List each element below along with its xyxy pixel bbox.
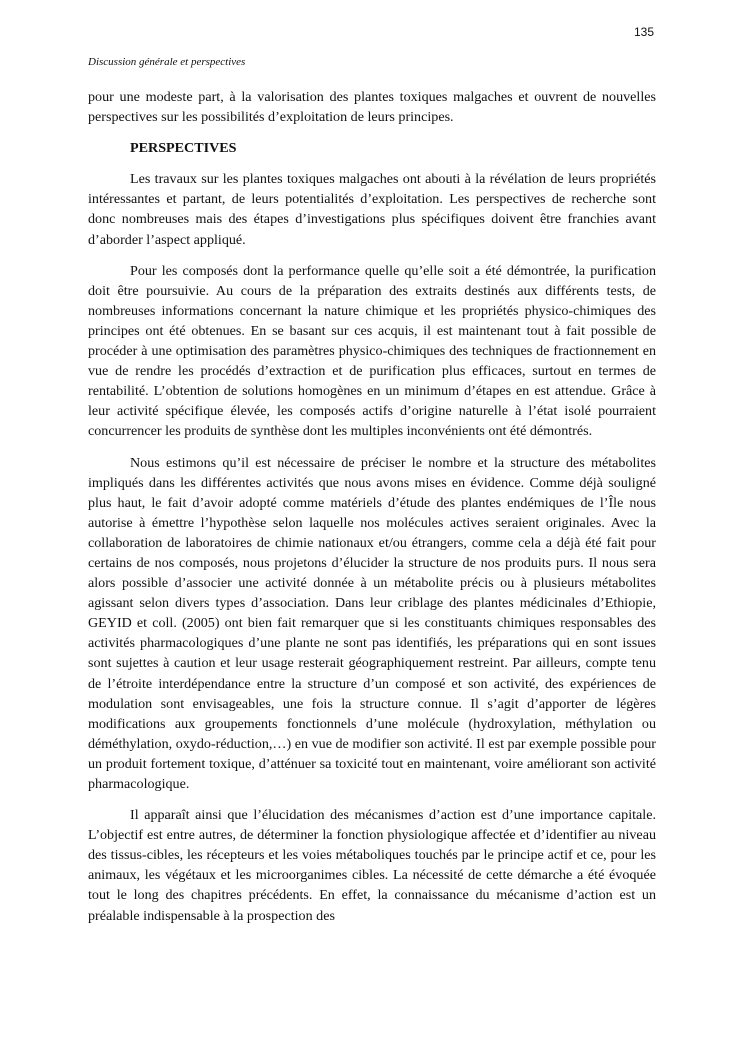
running-header: Discussion générale et perspectives — [88, 56, 246, 68]
section-heading: PERSPECTIVES — [130, 140, 237, 157]
paragraph-1: Les travaux sur les plantes toxiques malgaches ont abouti à la révélation de leurs propriétés intéressantes et partant, de leurs potentialités d’exploitation. Les perspectives de recherche sont donc nombreuses mais des étapes d’investigations plus spécifiques doivent être franchies avant d’aborder l’aspect appliqué. — [88, 171, 656, 248]
paragraph-2: Pour les composés dont la performance quelle qu’elle soit a été démontrée, la purification doit être poursuivie. Au cours de la préparation des extraits destinés aux différents tests, de nombreuses informations concernant la nature chimique et les propriétés physico-chimiques des principes ont été obtenues. En se basant sur ces acquis, il est maintenant tout à fait possible de procéder à une optimisation des paramètres physico-chimiques des techniques de fractionnement en vue de rendre les procédés d’extraction et de purification plus efficaces, surtout en termes de rentabilité. L’obtention de solutions homogènes en un minimum d’étapes en est attendue. Grâce à leur activité spécifique élevée, les composés actifs d’origine naturelle à l’état isolé pourraient concurrencer les produits de synthèse dont les multiples inconvénients ont été démontrés. — [88, 262, 656, 440]
paragraph-3: Nous estimons qu’il est nécessaire de préciser le nombre et la structure des métabolites impliqués dans les différentes activités que nous avons mises en évidence. Comme déjà souligné plus haut, le fait d’avoir adopté comme matériels d’étude des plantes endémiques de l’Île nous autorise à émettre l’hypothèse selon laquelle nos molécules actives seraient originales. Avec la collaboration de laboratoires de chimie nationaux et/ou étrangers, comme cela a déjà été fait pour certains de nos composés, nous projetons d’élucider la structure de nos produits purs. Il nous sera alors possible d’associer une activité donnée à un métabolite précis ou à plusieurs métabolites agissant selon divers types d’association. Dans leur criblage des plantes médicinales d’Ethiopie, GEYID et coll. (2005) ont bien fait remarquer que si les constituants chimiques responsables des activités pharmacologiques d’une plante ne sont pas identifiés, les préparations qui en sont issues sont sujettes à caution et leur usage resterait géographiquement restreint. Par ailleurs, compte tenu de l’étroite interdépendance entre la structure d’un composé et son activité, des expériences de modulation sont envisageables, une fois la structure connue. Il s’agit d’apporter de légères modifications aux groupements fonctionnels d’une molécule (hydroxylation, méthylation ou déméthylation, oxydo-réduction,…) en vue de modifier son activité. Il est par exemple possible pour un produit fortement toxique, d’atténuer sa toxicité tout en maintenant, voire améliorant son activité pharmacologique. — [88, 454, 656, 792]
document-body — [88, 87, 656, 926]
paragraph-4: Il apparaît ainsi que l’élucidation des mécanismes d’action est d’une importance capitale. L’objectif est entre autres, de déterminer la fonction physiologique affectée et d’identifier au niveau des tissus-cibles, les récepteurs et les voies métaboliques touchés par le principe actif et ce, pour les animaux, les végétaux et les microorganimes cibles. La nécessité de cette démarche a été évoquée tout le long des chapitres précédents. En effet, la connaissance du mécanisme d’action est un préalable indispensable à la prospection des — [88, 807, 656, 924]
opening-paragraph: pour une modeste part, à la valorisation des plantes toxiques malgaches et ouvrent de nouvelles perspectives sur les possibilités d’exploitation de leurs principes. — [88, 89, 656, 126]
page-number: 135 — [633, 25, 654, 39]
